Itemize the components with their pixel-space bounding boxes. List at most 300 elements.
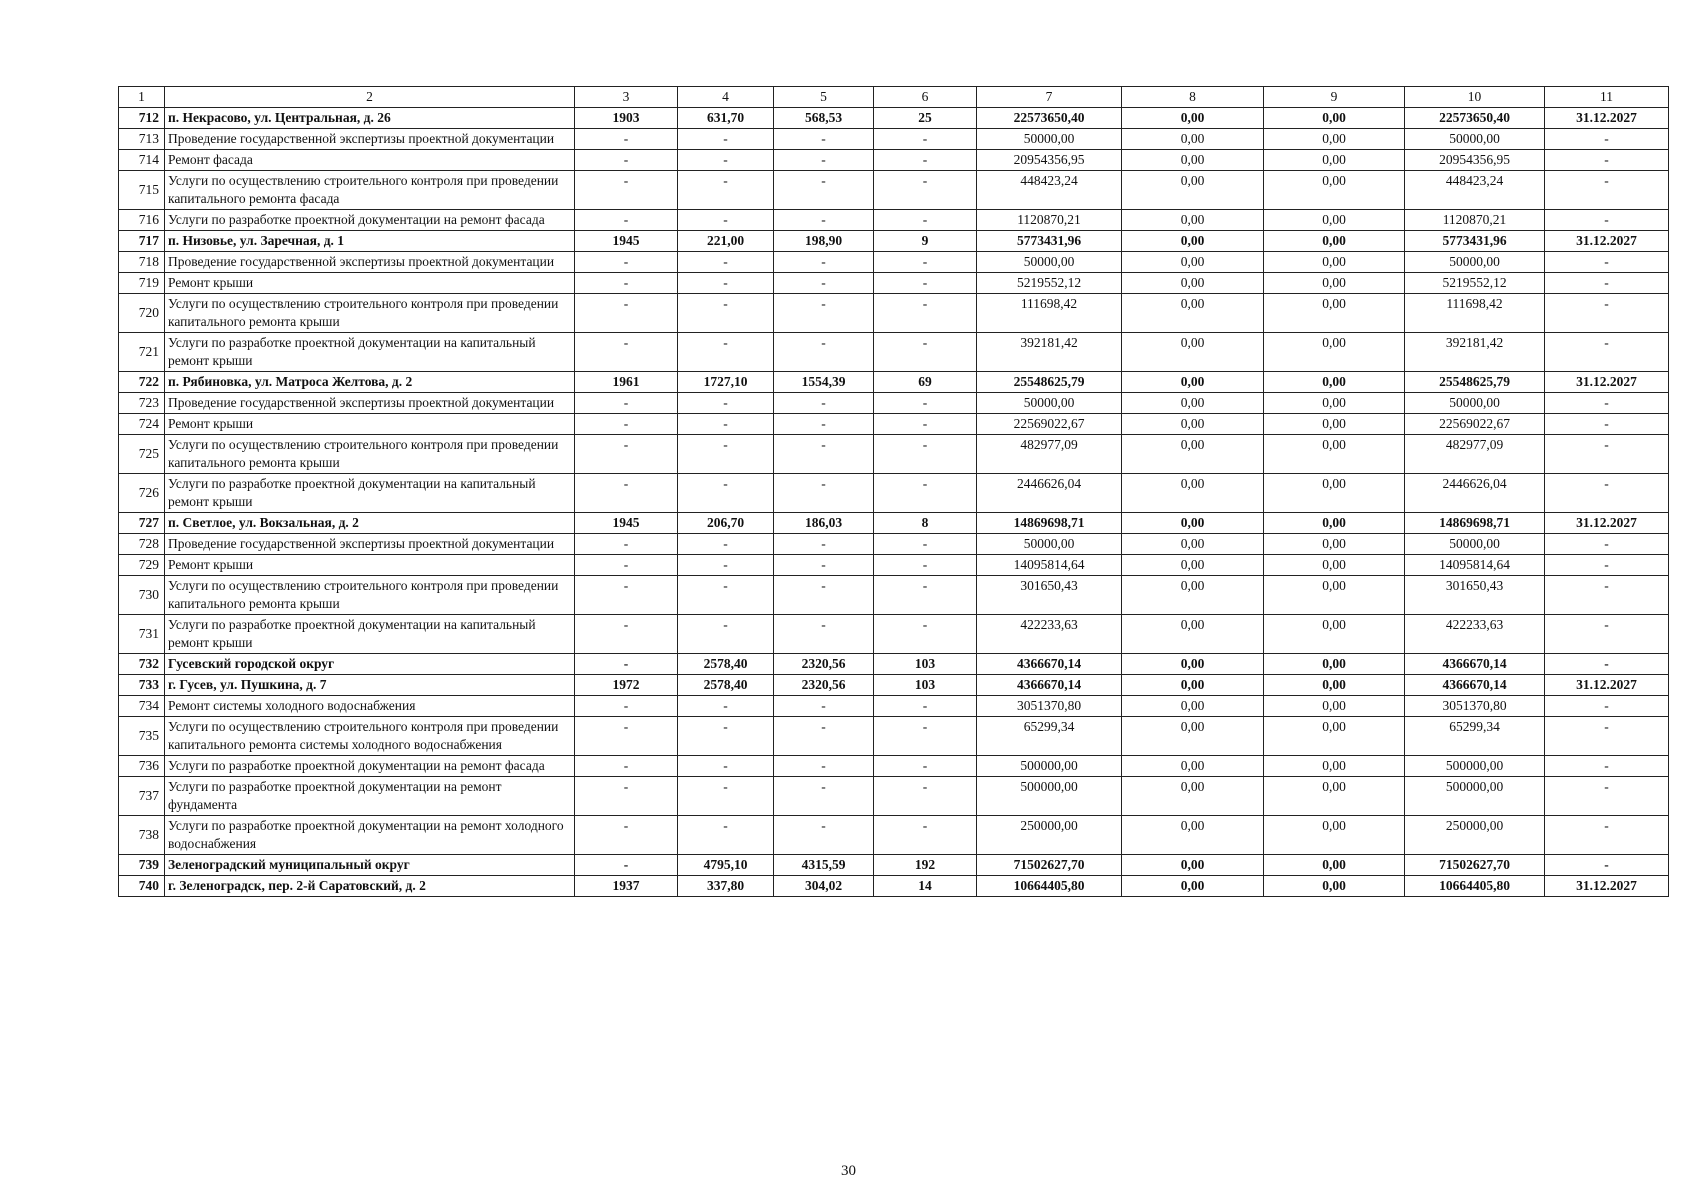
value-cell: 0,00 xyxy=(1264,534,1405,555)
value-cell: - xyxy=(1545,294,1669,333)
item-name-cell: Услуги по разработке проектной документации на капитальный ремонт крыши xyxy=(165,615,575,654)
work-item-row xyxy=(119,333,1669,372)
value-cell: - xyxy=(1545,576,1669,615)
value-cell: 631,70 xyxy=(678,108,774,129)
value-cell: - xyxy=(575,294,678,333)
value-cell: 0,00 xyxy=(1264,294,1405,333)
value-cell: 2578,40 xyxy=(678,675,774,696)
row-number: 718 xyxy=(119,252,165,273)
value-cell: - xyxy=(1545,435,1669,474)
value-cell: - xyxy=(575,129,678,150)
value-cell: 69 xyxy=(874,372,977,393)
value-cell: 14869698,71 xyxy=(977,513,1122,534)
row-number: 727 xyxy=(119,513,165,534)
value-cell: 31.12.2027 xyxy=(1545,108,1669,129)
value-cell: - xyxy=(874,756,977,777)
value-cell: - xyxy=(575,855,678,876)
item-name-cell: г. Зеленоградск, пер. 2-й Саратовский, д. 2 xyxy=(165,876,575,897)
row-number: 726 xyxy=(119,474,165,513)
value-cell: - xyxy=(678,717,774,756)
value-cell: 0,00 xyxy=(1122,252,1264,273)
value-cell: 22573650,40 xyxy=(977,108,1122,129)
work-item-row xyxy=(119,294,1669,333)
value-cell: 392181,42 xyxy=(977,333,1122,372)
value-cell: 2578,40 xyxy=(678,654,774,675)
value-cell: 1727,10 xyxy=(678,372,774,393)
column-number-header: 5 xyxy=(774,87,874,108)
value-cell: - xyxy=(1545,855,1669,876)
value-cell: - xyxy=(1545,150,1669,171)
item-name-cell: Услуги по осуществлению строительного контроля при проведении капитального ремонта системы холодного водоснабжения xyxy=(165,717,575,756)
value-cell: - xyxy=(678,615,774,654)
value-cell: 4795,10 xyxy=(678,855,774,876)
value-cell: 22569022,67 xyxy=(1405,414,1545,435)
value-cell: 250000,00 xyxy=(977,816,1122,855)
value-cell: 0,00 xyxy=(1264,555,1405,576)
value-cell: 103 xyxy=(874,675,977,696)
address-row xyxy=(119,108,1669,129)
value-cell: 25 xyxy=(874,108,977,129)
item-name-cell: Ремонт крыши xyxy=(165,555,575,576)
value-cell: 111698,42 xyxy=(977,294,1122,333)
value-cell: - xyxy=(678,534,774,555)
row-number: 728 xyxy=(119,534,165,555)
item-name-cell: п. Некрасово, ул. Центральная, д. 26 xyxy=(165,108,575,129)
address-row xyxy=(119,372,1669,393)
row-number: 732 xyxy=(119,654,165,675)
value-cell: 5773431,96 xyxy=(1405,231,1545,252)
value-cell: 0,00 xyxy=(1264,474,1405,513)
value-cell: - xyxy=(774,414,874,435)
value-cell: - xyxy=(1545,717,1669,756)
value-cell: 0,00 xyxy=(1122,393,1264,414)
value-cell: - xyxy=(678,435,774,474)
value-cell: 0,00 xyxy=(1122,333,1264,372)
work-item-row xyxy=(119,534,1669,555)
value-cell: - xyxy=(874,294,977,333)
work-item-row xyxy=(119,150,1669,171)
row-number: 734 xyxy=(119,696,165,717)
value-cell: - xyxy=(678,273,774,294)
item-name-cell: Услуги по осуществлению строительного контроля при проведении капитального ремонта крыши xyxy=(165,435,575,474)
value-cell: 0,00 xyxy=(1264,150,1405,171)
work-item-row xyxy=(119,414,1669,435)
value-cell: - xyxy=(575,333,678,372)
value-cell: - xyxy=(874,534,977,555)
value-cell: 0,00 xyxy=(1264,372,1405,393)
value-cell: 0,00 xyxy=(1264,393,1405,414)
value-cell: 20954356,95 xyxy=(1405,150,1545,171)
value-cell: 25548625,79 xyxy=(1405,372,1545,393)
row-number: 716 xyxy=(119,210,165,231)
work-item-row xyxy=(119,816,1669,855)
value-cell: - xyxy=(1545,534,1669,555)
data-table xyxy=(118,86,1669,897)
value-cell: - xyxy=(1545,555,1669,576)
item-name-cell: Услуги по разработке проектной документации на ремонт холодного водоснабжения xyxy=(165,816,575,855)
value-cell: 0,00 xyxy=(1264,615,1405,654)
value-cell: 1972 xyxy=(575,675,678,696)
column-number-header: 2 xyxy=(165,87,575,108)
address-row xyxy=(119,654,1669,675)
value-cell: 50000,00 xyxy=(1405,534,1545,555)
value-cell: - xyxy=(774,555,874,576)
item-name-cell: Услуги по разработке проектной документации на капитальный ремонт крыши xyxy=(165,474,575,513)
value-cell: 500000,00 xyxy=(977,756,1122,777)
work-item-row xyxy=(119,252,1669,273)
value-cell: 1961 xyxy=(575,372,678,393)
value-cell: 301650,43 xyxy=(1405,576,1545,615)
value-cell: 0,00 xyxy=(1264,675,1405,696)
work-item-row xyxy=(119,696,1669,717)
value-cell: 25548625,79 xyxy=(977,372,1122,393)
value-cell: 4315,59 xyxy=(774,855,874,876)
value-cell: 206,70 xyxy=(678,513,774,534)
value-cell: - xyxy=(874,393,977,414)
row-number: 712 xyxy=(119,108,165,129)
value-cell: 71502627,70 xyxy=(1405,855,1545,876)
address-row xyxy=(119,855,1669,876)
value-cell: - xyxy=(874,252,977,273)
row-number: 721 xyxy=(119,333,165,372)
row-number: 713 xyxy=(119,129,165,150)
column-number-header: 3 xyxy=(575,87,678,108)
value-cell: 0,00 xyxy=(1122,231,1264,252)
value-cell: - xyxy=(874,474,977,513)
value-cell: - xyxy=(1545,393,1669,414)
value-cell: 0,00 xyxy=(1122,273,1264,294)
value-cell: 111698,42 xyxy=(1405,294,1545,333)
value-cell: - xyxy=(1545,474,1669,513)
value-cell: - xyxy=(1545,816,1669,855)
value-cell: - xyxy=(678,129,774,150)
value-cell: 0,00 xyxy=(1264,855,1405,876)
value-cell: 22569022,67 xyxy=(977,414,1122,435)
value-cell: 14095814,64 xyxy=(977,555,1122,576)
value-cell: - xyxy=(678,576,774,615)
item-name-cell: п. Низовье, ул. Заречная, д. 1 xyxy=(165,231,575,252)
value-cell: 500000,00 xyxy=(1405,777,1545,816)
work-item-row xyxy=(119,474,1669,513)
value-cell: - xyxy=(774,210,874,231)
value-cell: 0,00 xyxy=(1264,576,1405,615)
work-item-row xyxy=(119,210,1669,231)
value-cell: - xyxy=(575,435,678,474)
value-cell: - xyxy=(774,273,874,294)
value-cell: - xyxy=(575,756,678,777)
value-cell: 3051370,80 xyxy=(977,696,1122,717)
work-item-row xyxy=(119,273,1669,294)
value-cell: 0,00 xyxy=(1264,171,1405,210)
value-cell: 301650,43 xyxy=(977,576,1122,615)
value-cell: - xyxy=(874,171,977,210)
row-number: 736 xyxy=(119,756,165,777)
value-cell: - xyxy=(678,252,774,273)
item-name-cell: Услуги по разработке проектной документации на ремонт фундамента xyxy=(165,777,575,816)
value-cell: 31.12.2027 xyxy=(1545,876,1669,897)
value-cell: - xyxy=(678,294,774,333)
value-cell: - xyxy=(678,555,774,576)
value-cell: - xyxy=(1545,696,1669,717)
item-name-cell: Ремонт крыши xyxy=(165,414,575,435)
value-cell: - xyxy=(678,393,774,414)
value-cell: 0,00 xyxy=(1264,129,1405,150)
item-name-cell: п. Светлое, ул. Вокзальная, д. 2 xyxy=(165,513,575,534)
value-cell: 31.12.2027 xyxy=(1545,513,1669,534)
value-cell: 0,00 xyxy=(1122,150,1264,171)
value-cell: - xyxy=(874,414,977,435)
value-cell: - xyxy=(678,333,774,372)
value-cell: 0,00 xyxy=(1122,108,1264,129)
value-cell: - xyxy=(575,252,678,273)
row-number: 723 xyxy=(119,393,165,414)
value-cell: - xyxy=(678,474,774,513)
value-cell: - xyxy=(575,171,678,210)
value-cell: 50000,00 xyxy=(977,129,1122,150)
row-number: 725 xyxy=(119,435,165,474)
value-cell: 50000,00 xyxy=(1405,252,1545,273)
column-number-header: 10 xyxy=(1405,87,1545,108)
value-cell: 186,03 xyxy=(774,513,874,534)
value-cell: - xyxy=(774,171,874,210)
value-cell: 568,53 xyxy=(774,108,874,129)
value-cell: 1903 xyxy=(575,108,678,129)
value-cell: 14095814,64 xyxy=(1405,555,1545,576)
value-cell: - xyxy=(874,435,977,474)
value-cell: - xyxy=(1545,273,1669,294)
value-cell: 0,00 xyxy=(1264,435,1405,474)
value-cell: 2446626,04 xyxy=(1405,474,1545,513)
value-cell: 0,00 xyxy=(1264,414,1405,435)
value-cell: 65299,34 xyxy=(977,717,1122,756)
value-cell: - xyxy=(1545,756,1669,777)
value-cell: 5219552,12 xyxy=(1405,273,1545,294)
value-cell: - xyxy=(678,777,774,816)
value-cell: - xyxy=(774,534,874,555)
value-cell: - xyxy=(678,756,774,777)
value-cell: 0,00 xyxy=(1122,513,1264,534)
work-item-row xyxy=(119,393,1669,414)
item-name-cell: Ремонт крыши xyxy=(165,273,575,294)
value-cell: - xyxy=(575,414,678,435)
value-cell: 0,00 xyxy=(1264,654,1405,675)
address-row xyxy=(119,876,1669,897)
value-cell: 0,00 xyxy=(1122,129,1264,150)
value-cell: - xyxy=(874,273,977,294)
value-cell: 50000,00 xyxy=(1405,129,1545,150)
value-cell: - xyxy=(575,816,678,855)
value-cell: 0,00 xyxy=(1264,108,1405,129)
item-name-cell: Ремонт системы холодного водоснабжения xyxy=(165,696,575,717)
row-number: 729 xyxy=(119,555,165,576)
value-cell: 482977,09 xyxy=(1405,435,1545,474)
item-name-cell: Услуги по осуществлению строительного контроля при проведении капитального ремонта крыши xyxy=(165,576,575,615)
value-cell: 1554,39 xyxy=(774,372,874,393)
value-cell: - xyxy=(874,555,977,576)
value-cell: 0,00 xyxy=(1122,210,1264,231)
value-cell: 0,00 xyxy=(1122,675,1264,696)
value-cell: - xyxy=(575,615,678,654)
value-cell: 392181,42 xyxy=(1405,333,1545,372)
value-cell: 10664405,80 xyxy=(977,876,1122,897)
value-cell: - xyxy=(774,615,874,654)
work-item-row xyxy=(119,717,1669,756)
value-cell: - xyxy=(1545,333,1669,372)
value-cell: 0,00 xyxy=(1264,273,1405,294)
value-cell: - xyxy=(1545,615,1669,654)
value-cell: 1937 xyxy=(575,876,678,897)
value-cell: 0,00 xyxy=(1264,696,1405,717)
item-name-cell: Услуги по осуществлению строительного контроля при проведении капитального ремонта крыши xyxy=(165,294,575,333)
value-cell: - xyxy=(575,273,678,294)
item-name-cell: г. Гусев, ул. Пушкина, д. 7 xyxy=(165,675,575,696)
value-cell: 0,00 xyxy=(1264,231,1405,252)
value-cell: 0,00 xyxy=(1122,414,1264,435)
value-cell: 0,00 xyxy=(1122,534,1264,555)
value-cell: - xyxy=(575,393,678,414)
row-number: 715 xyxy=(119,171,165,210)
work-item-row xyxy=(119,777,1669,816)
item-name-cell: Проведение государственной экспертизы проектной документации xyxy=(165,393,575,414)
row-number: 735 xyxy=(119,717,165,756)
value-cell: - xyxy=(874,816,977,855)
value-cell: 0,00 xyxy=(1122,474,1264,513)
value-cell: - xyxy=(874,333,977,372)
item-name-cell: Услуги по разработке проектной документации на капитальный ремонт крыши xyxy=(165,333,575,372)
value-cell: - xyxy=(1545,210,1669,231)
row-number: 739 xyxy=(119,855,165,876)
row-number: 724 xyxy=(119,414,165,435)
value-cell: 448423,24 xyxy=(977,171,1122,210)
row-number: 740 xyxy=(119,876,165,897)
value-cell: - xyxy=(575,777,678,816)
item-name-cell: Проведение государственной экспертизы проектной документации xyxy=(165,252,575,273)
value-cell: 9 xyxy=(874,231,977,252)
row-number: 731 xyxy=(119,615,165,654)
value-cell: - xyxy=(774,435,874,474)
row-number: 720 xyxy=(119,294,165,333)
value-cell: 50000,00 xyxy=(977,252,1122,273)
page-number: 30 xyxy=(841,1163,856,1179)
value-cell: - xyxy=(774,696,874,717)
value-cell: 221,00 xyxy=(678,231,774,252)
work-item-row xyxy=(119,756,1669,777)
value-cell: 14 xyxy=(874,876,977,897)
value-cell: - xyxy=(774,393,874,414)
value-cell: - xyxy=(575,696,678,717)
value-cell: 50000,00 xyxy=(977,534,1122,555)
value-cell: 0,00 xyxy=(1122,855,1264,876)
value-cell: 0,00 xyxy=(1122,717,1264,756)
value-cell: - xyxy=(575,474,678,513)
value-cell: 3051370,80 xyxy=(1405,696,1545,717)
work-item-row xyxy=(119,576,1669,615)
value-cell: 31.12.2027 xyxy=(1545,675,1669,696)
column-number-row xyxy=(119,87,1669,108)
value-cell: - xyxy=(575,210,678,231)
value-cell: - xyxy=(874,576,977,615)
item-name-cell: п. Рябиновка, ул. Матроса Желтова, д. 2 xyxy=(165,372,575,393)
value-cell: - xyxy=(678,150,774,171)
value-cell: - xyxy=(1545,654,1669,675)
row-number: 730 xyxy=(119,576,165,615)
value-cell: - xyxy=(774,576,874,615)
value-cell: 0,00 xyxy=(1122,372,1264,393)
value-cell: 500000,00 xyxy=(977,777,1122,816)
value-cell: - xyxy=(1545,171,1669,210)
value-cell: 22573650,40 xyxy=(1405,108,1545,129)
value-cell: 31.12.2027 xyxy=(1545,372,1669,393)
value-cell: 1120870,21 xyxy=(1405,210,1545,231)
value-cell: 0,00 xyxy=(1264,876,1405,897)
value-cell: - xyxy=(874,777,977,816)
row-number: 737 xyxy=(119,777,165,816)
column-number-header: 8 xyxy=(1122,87,1264,108)
value-cell: - xyxy=(678,414,774,435)
value-cell: 250000,00 xyxy=(1405,816,1545,855)
value-cell: 448423,24 xyxy=(1405,171,1545,210)
value-cell: 0,00 xyxy=(1122,756,1264,777)
row-number: 717 xyxy=(119,231,165,252)
value-cell: 14869698,71 xyxy=(1405,513,1545,534)
row-number: 738 xyxy=(119,816,165,855)
value-cell: 0,00 xyxy=(1264,717,1405,756)
value-cell: - xyxy=(575,534,678,555)
value-cell: 422233,63 xyxy=(977,615,1122,654)
value-cell: 0,00 xyxy=(1122,654,1264,675)
value-cell: - xyxy=(678,171,774,210)
column-number-header: 4 xyxy=(678,87,774,108)
value-cell: - xyxy=(874,615,977,654)
value-cell: 0,00 xyxy=(1122,576,1264,615)
value-cell: - xyxy=(575,555,678,576)
column-number-header: 11 xyxy=(1545,87,1669,108)
value-cell: - xyxy=(774,816,874,855)
value-cell: 500000,00 xyxy=(1405,756,1545,777)
value-cell: 0,00 xyxy=(1264,210,1405,231)
column-number-header: 7 xyxy=(977,87,1122,108)
row-number: 714 xyxy=(119,150,165,171)
item-name-cell: Услуги по разработке проектной документации на ремонт фасада xyxy=(165,756,575,777)
value-cell: 5773431,96 xyxy=(977,231,1122,252)
value-cell: 1120870,21 xyxy=(977,210,1122,231)
value-cell: - xyxy=(774,717,874,756)
value-cell: 0,00 xyxy=(1122,615,1264,654)
column-number-header: 9 xyxy=(1264,87,1405,108)
value-cell: 50000,00 xyxy=(977,393,1122,414)
work-item-row xyxy=(119,615,1669,654)
value-cell: 0,00 xyxy=(1264,513,1405,534)
value-cell: - xyxy=(1545,129,1669,150)
value-cell: - xyxy=(678,816,774,855)
value-cell: 2446626,04 xyxy=(977,474,1122,513)
address-row xyxy=(119,231,1669,252)
value-cell: - xyxy=(874,717,977,756)
value-cell: 0,00 xyxy=(1122,555,1264,576)
value-cell: 0,00 xyxy=(1122,777,1264,816)
work-item-row xyxy=(119,171,1669,210)
item-name-cell: Услуги по осуществлению строительного контроля при проведении капитального ремонта фасада xyxy=(165,171,575,210)
value-cell: - xyxy=(678,696,774,717)
row-number: 719 xyxy=(119,273,165,294)
row-number: 722 xyxy=(119,372,165,393)
value-cell: - xyxy=(774,294,874,333)
value-cell: 0,00 xyxy=(1122,816,1264,855)
value-cell: 2320,56 xyxy=(774,654,874,675)
value-cell: 0,00 xyxy=(1122,294,1264,333)
item-name-cell: Услуги по разработке проектной документации на ремонт фасада xyxy=(165,210,575,231)
value-cell: 71502627,70 xyxy=(977,855,1122,876)
